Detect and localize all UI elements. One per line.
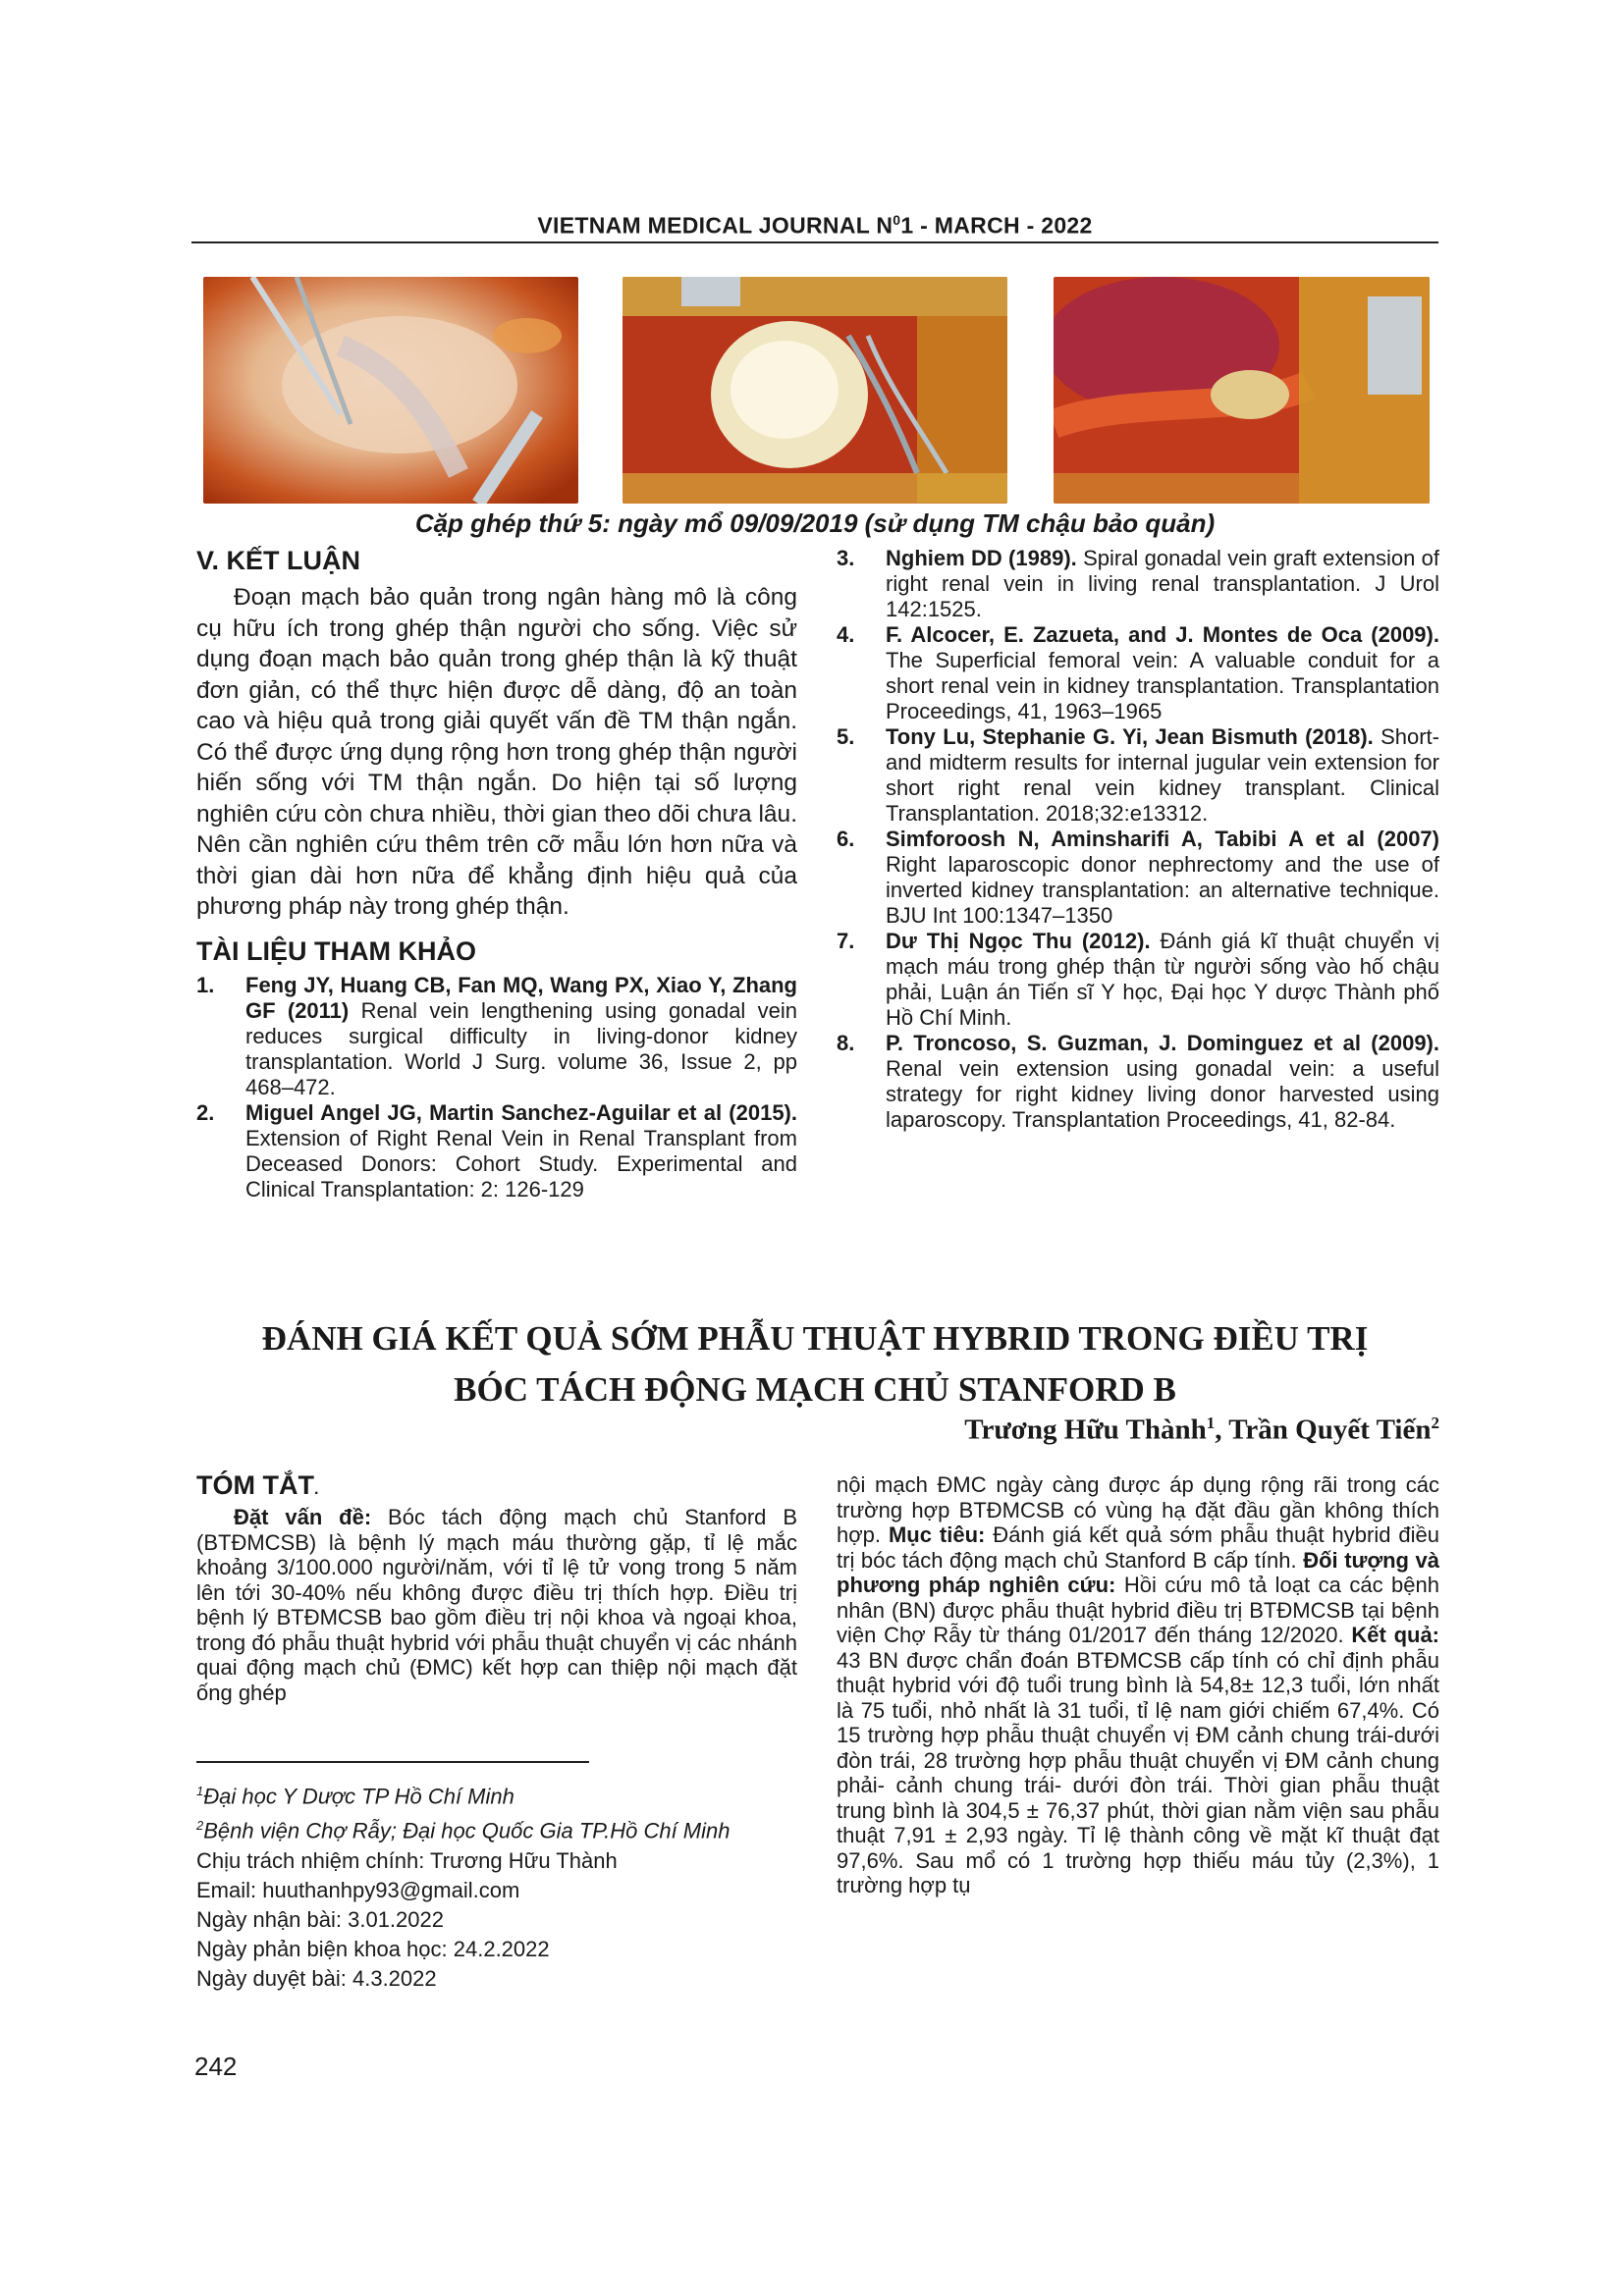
author-affiliation-mark: 1	[1206, 1414, 1216, 1432]
reference-item: 2. Miguel Angel JG, Martin Sanchez-Aguilar et al (2015). Extension of Right Renal Vein in Renal Transplant from Deceased Donors: Cohort Study. Experimental and Clinical Transplantation: 2: 126-129	[196, 1099, 797, 1201]
author-name: Trần Quyết Tiến	[1228, 1414, 1432, 1446]
surgery-photo-2	[623, 277, 1007, 504]
abstract-heading: TÓM TẮT.	[196, 1470, 319, 1500]
conclusion-text: Đoạn mạch bảo quản trong ngân hàng mô là công cụ hữu ích trong ghép thận người cho sống. Việc sử dụng đoạn mạch bảo quản trong ghép thận là kỹ thuật đơn giản, có thể thực hiện được dễ dàng, độ an toàn cao và hiệu quả trong giải quyết vấn đề TM thận ngắn. Có thể được ứng dụng rộng hơn trong ghép thận người hiến sống với TM thận ngắn. Do hiện tại số lượng nghiên cứu còn chưa nhiều, thời gian theo dõi chưa lâu. Nên cần nghiên cứu thêm trên cỡ mẫu lớn hơn nữa và thời gian dài hơn nữa để khẳng định hiệu quả của phương pháp này trong ghép thận.	[196, 584, 797, 920]
author-affiliation-mark: 2	[1431, 1414, 1439, 1432]
footnote-email: Email: huuthanhpy93@gmail.com	[196, 1877, 520, 1902]
abstract-left	[196, 1470, 797, 1705]
page-number: 242	[194, 2052, 238, 2081]
left-column-top	[196, 546, 797, 1202]
reference-item: 1. Feng JY, Huang CB, Fan MQ, Wang PX, Xiao Y, Zhang GF (2011) Renal vein lengthening using gonadal vein reduces surgical difficulty in living-donor kidney transplantation. World J Surg. volume 36, Issue 2, pp 468–472.	[196, 972, 797, 1099]
footnote-affiliation-2: $^2$Bệnh viện Chợ Rẫy; Đại học Quốc Gia TP.Hồ Chí Minh	[196, 1818, 731, 1843]
abstract-right	[837, 1472, 1439, 1898]
issue-date: 1 - MARCH - 2022	[900, 212, 1093, 239]
references-list-right	[837, 546, 1439, 1133]
references-heading: TÀI LIỆU THAM KHẢO	[196, 935, 476, 966]
reference-item: 4. F. Alcocer, E. Zazueta, and J. Montes de Oca (2009). The Superficial femoral vein: A valuable conduit for a short renal vein in kidney transplantation. Transplantation Proceedings, 41, 1963–1965	[837, 622, 1439, 723]
article-title	[191, 1313, 1438, 1415]
abstract-right-text: nội mạch ĐMC ngày càng được áp dụng rộng rãi trong các trường hợp BTĐMCSB có vùng hạ đặt đầu gần không thích hợp. Mục tiêu: Đánh giá kết quả sớm phẫu thuật hybrid điều trị bóc tách động mạch chủ Stanford B cấp tính. Đối tượng và phương pháp nghiên cứu: Hồi cứu mô tả loạt ca các bệnh nhân (BN) được phẫu thuật hybrid điều trị BTĐMCSB tại bệnh viện Chợ Rẫy từ tháng 01/2017 đến tháng 12/2020. Kết quả: 43 BN được chẩn đoán BTĐMCSB cấp tính có chỉ định phẫu thuật hybrid với độ tuổi trung bình là 54,8± 12,3 tuổi, lớn nhất là 75 tuổi, nhỏ nhất là 31 tuổi, tỉ lệ nam giới chiếm 67,4%. Có 15 trường hợp phẫu thuật chuyển vị ĐM cảnh chung trái-dưới đòn trái, 28 trường hợp phẫu thuật chuyển vị ĐM cảnh chung phải- cảnh chung trái- dưới đòn trái. Thời gian phẫu thuật trung bình là 304,5 ± 76,37 phút, thời gian nằm viện sau phẫu thuật 7,91 ± 2,93 ngày. Tỉ lệ thành công về mặt kĩ thuật đạt 97,6%. Sau mổ có 1 trường hợp thiếu máu tủy (2,3%), 1 trường hợp tụ	[837, 1472, 1440, 1897]
article-title-line-1: ĐÁNH GIÁ KẾT QUẢ SỚM PHẪU THUẬT HYBRID TRONG ĐIỀU TRỊ	[261, 1319, 1369, 1358]
journal-header	[191, 212, 1438, 240]
footnote-rule	[196, 1761, 589, 1763]
figure-caption: Cặp ghép thứ 5: ngày mổ 09/09/2019 (sử dụng TM chậu bảo quản)	[414, 508, 1216, 538]
footnotes	[196, 1777, 825, 1994]
abstract-left-text: Đặt vấn đề: Bóc tách động mạch chủ Stanford B (BTĐMCSB) là bệnh lý mạch máu thường gặp, tỉ lệ mắc khoảng 3/100.000 người/năm, với tỉ lệ tử vong trong 5 năm lên tới 30-40% nếu không được điều trị thích hợp. Điều trị bệnh lý BTĐMCSB bao gồm điều trị nội khoa và ngoại khoa, trong đó phẫu thuật hybrid với phẫu thuật chuyển vị các nhánh quai động mạch chủ (ĐMC) kết hợp can thiệp nội mạch đặt ống ghép	[196, 1505, 797, 1705]
header-rule	[191, 241, 1438, 243]
surgery-photo-3	[1054, 277, 1430, 504]
article-authors: Trương Hữu Thành$^1$, Trần Quyết Tiến$^2$	[964, 1414, 1439, 1446]
reference-item: 5. Tony Lu, Stephanie G. Yi, Jean Bismuth (2018). Short- and midterm results for internal jugular vein extension for short right renal vein kidney transplant. Clinical Transplantation. 2018;32:e13312.	[837, 724, 1439, 826]
right-column-top	[837, 546, 1439, 1133]
references-list-left	[196, 973, 797, 1202]
journal-name: VIETNAM MEDICAL JOURNAL N	[537, 212, 893, 239]
footnote-responsible: Chịu trách nhiệm chính: Trương Hữu Thành	[196, 1847, 618, 1873]
reference-item: 7. Dư Thị Ngọc Thu (2012). Đánh giá kĩ thuật chuyển vị mạch máu trong ghép thận từ người sống vào hố chậu phải, Luận án Tiến sĩ Y học, Đại học Y dược Thành phố Hồ Chí Minh.	[837, 929, 1440, 1030]
footnote-affiliation-1: $^1$Đại học Y Dược TP Hồ Chí Minh	[196, 1784, 514, 1809]
footnote-received: Ngày nhận bài: 3.01.2022	[196, 1906, 444, 1932]
reference-item: 6. Simforoosh N, Aminsharifi A, Tabibi A et al (2007) Right laparoscopic donor nephrectomy and the use of inverted kidney transplantation: an alternative technique. BJU Int 100:1347–1350	[837, 827, 1439, 928]
reference-item: 3. Nghiem DD (1989). Spiral gonadal vein graft extension of right renal vein in living renal transplantation. J Urol 142:1525.	[837, 546, 1440, 621]
reference-item: 8. P. Troncoso, S. Guzman, J. Dominguez et al (2009). Renal vein extension using gonadal vein: a useful strategy for right kidney living donor harvested using laparoscopy. Transplantation Proceedings, 41, 82-84.	[837, 1031, 1439, 1132]
issue-superscript: 0	[893, 212, 901, 228]
footnote-approved: Ngày duyệt bài: 4.3.2022	[196, 1965, 437, 1991]
surgery-photo-1	[203, 277, 578, 504]
author-name: Trương Hữu Thành	[964, 1414, 1207, 1446]
footnote-reviewed: Ngày phản biện khoa học: 24.2.2022	[196, 1936, 550, 1961]
conclusion-heading: V. KẾT LUẬN	[196, 546, 361, 575]
article-title-line-2: BÓC TÁCH ĐỘNG MẠCH CHỦ STANFORD B	[454, 1370, 1176, 1409]
